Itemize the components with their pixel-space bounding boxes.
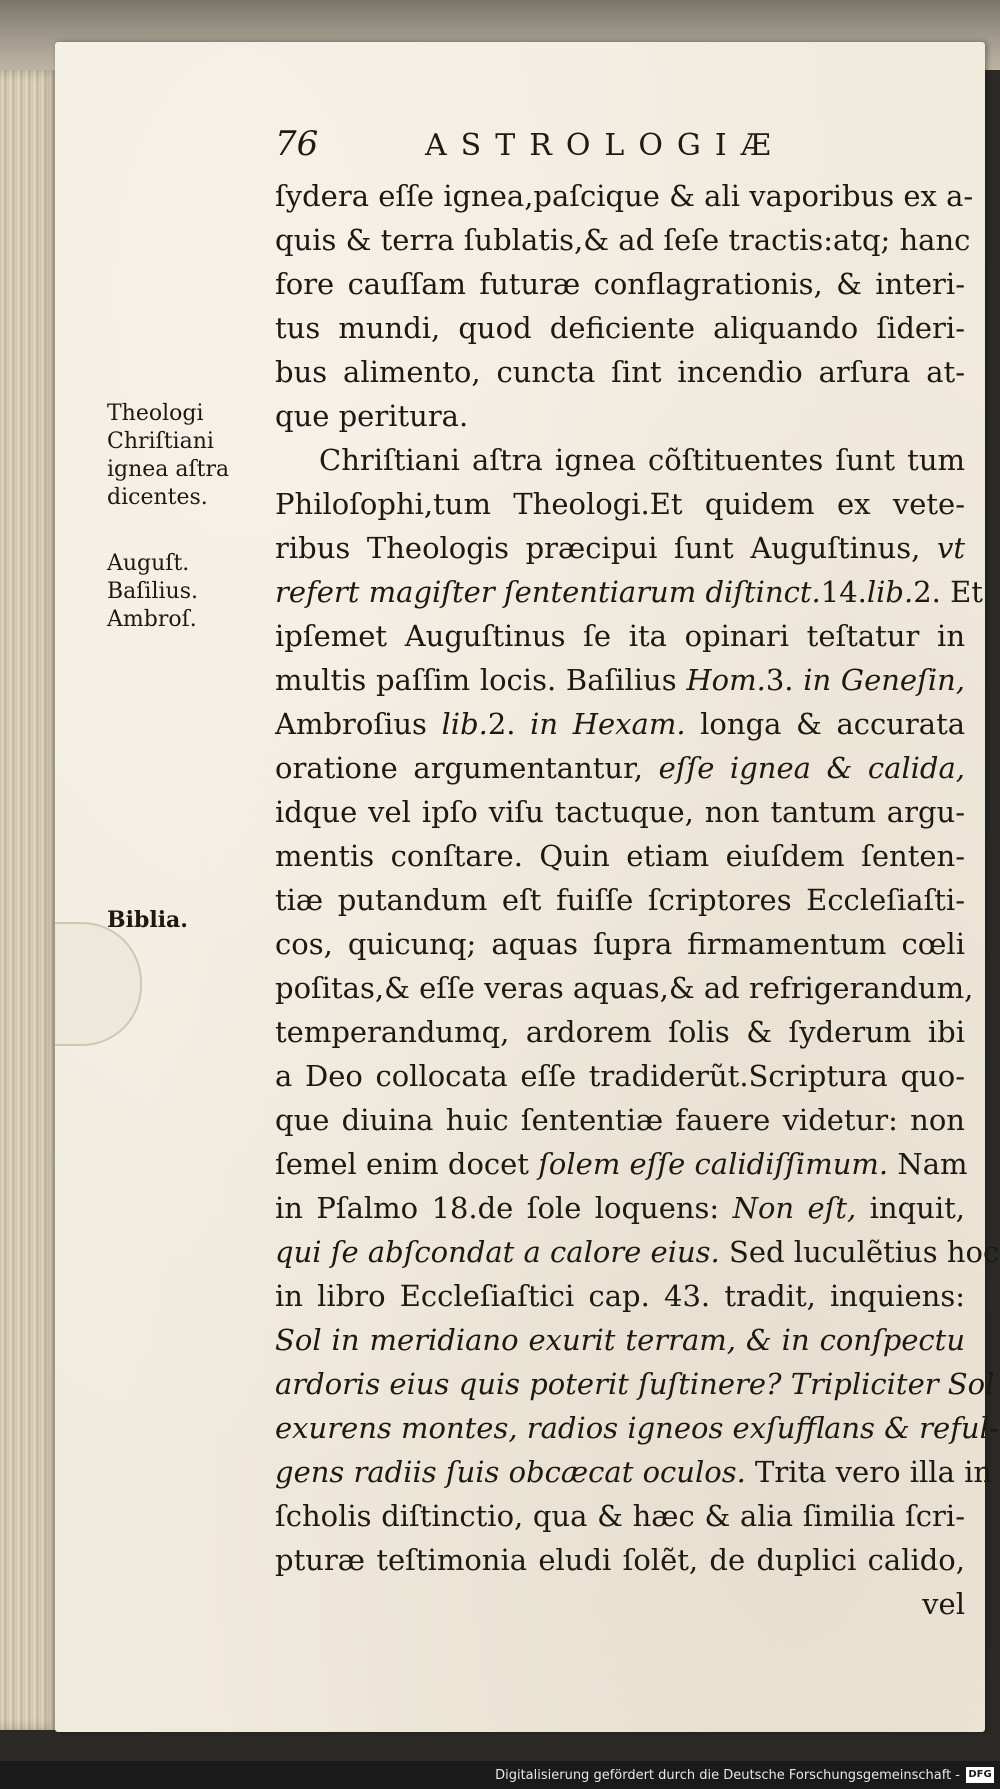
text-line: [275, 1494, 965, 1538]
page-number: 76: [275, 124, 319, 164]
italic-text-span: ardoris eius quis poterit ſuſtinere? Tripliciter Sol: [275, 1367, 995, 1401]
text-span: ipſemet Auguſtinus ſe ita opinari teſtatur in: [275, 619, 965, 653]
dfg-logo: DFG: [966, 1767, 994, 1783]
text-span: Chriſtiani aſtra ignea cõſtituentes ſunt tum: [319, 443, 965, 477]
text-span: 14.: [820, 575, 867, 609]
footer-credit: Digitalisierung gefördert durch die Deutsche Forschungsgemeinschaft -: [495, 1768, 960, 1783]
text-line: [275, 262, 965, 306]
italic-text-span: in Hexam.: [530, 707, 686, 741]
text-span: a Deo collocata eſſe tradiderũt.Scriptura quo-: [275, 1059, 965, 1093]
text-line: [275, 878, 965, 922]
text-span: quis & terra ſublatis,& ad ſeſe tractis:atq; hanc: [275, 223, 971, 257]
text-span: temperandumq, ardorem ſolis & ſyderum ibi: [275, 1015, 965, 1049]
italic-text-span: in Geneſin,: [803, 663, 965, 697]
text-span: Nam: [888, 1147, 968, 1181]
text-span: mentis conſtare. Quin etiam eiuſdem ſenten-: [275, 839, 965, 873]
text-span: idque vel ipſo viſu tactuque, non tantum argu-: [275, 795, 965, 829]
text-line: [275, 834, 965, 878]
text-span: bus alimento, cuncta ſint incendio arſura at-: [275, 355, 965, 389]
text-line: [275, 658, 965, 702]
italic-text-span: eſſe ignea & calida,: [658, 751, 965, 785]
text-line: [275, 174, 974, 218]
text-line: [275, 1098, 965, 1142]
text-span: ſemel enim docet: [275, 1147, 539, 1181]
text-line: [275, 526, 965, 570]
text-span: que peritura.: [275, 399, 469, 433]
marginal-note-authors: Auguſt. Baſilius. Ambroſ.: [107, 551, 198, 632]
text-span: oratione argumentantur,: [275, 751, 659, 785]
text-span: inquit,: [856, 1191, 965, 1225]
text-line: [275, 746, 965, 790]
text-line: [275, 790, 965, 834]
text-span: in libro Eccleſiaſtici cap. 43. tradit, inquiens:: [275, 1279, 965, 1313]
text-span: Trita vero illa in: [745, 1455, 993, 1489]
text-span: Philoſophi,tum Theologi.Et quidem ex vete-: [275, 487, 965, 521]
text-line: [275, 438, 965, 482]
text-span: pturæ teſtimonia eludi ſolẽt, de duplici calido,: [275, 1543, 965, 1577]
text-line: [275, 702, 965, 746]
italic-text-span: refert magiſter ſententiarum diſtinct.: [275, 575, 821, 609]
italic-text-span: exurens montes, radios igneos exſufflans & reful-: [275, 1411, 999, 1445]
book-page-edges: [0, 70, 60, 1730]
text-line: [275, 482, 965, 526]
text-span: Sed luculẽtius hoc: [719, 1235, 1000, 1269]
text-span: 3.: [765, 663, 804, 697]
text-span: Ambroſius: [275, 707, 442, 741]
text-line: [275, 350, 965, 394]
text-line: [275, 1230, 1000, 1274]
marginal-note-theologi: Theologi Chriſtiani ignea aſtra dicentes.: [107, 401, 230, 510]
text-span: in Pſalmo 18.de ſole loquens:: [275, 1191, 733, 1225]
text-line: [275, 1538, 965, 1582]
text-line: [275, 1318, 965, 1362]
italic-text-span: qui ſe abſcondat a calore eius.: [275, 1235, 720, 1269]
text-line: [275, 922, 965, 966]
text-line: [275, 1186, 965, 1230]
thumb-index-tab: [55, 922, 142, 1046]
running-head: [275, 122, 855, 172]
italic-text-span: Non eſt,: [732, 1191, 857, 1225]
text-line: [275, 1054, 965, 1098]
text-line: [275, 1450, 993, 1494]
text-line: [275, 394, 965, 438]
text-line: [275, 570, 983, 614]
text-span: ſcholis diſtinctio, qua & hæc & alia ſimilia ſcri-: [275, 1499, 965, 1533]
digitization-footer: [0, 1761, 1000, 1789]
text-line: [275, 1362, 995, 1406]
text-span: ribus Theologis præcipui ſunt Auguſtinus,: [275, 531, 937, 565]
text-line: [275, 1142, 968, 1186]
text-line: [275, 614, 965, 658]
text-span: multis paſſim locis. Baſilius: [275, 663, 687, 697]
text-span: fore cauſſam futuræ conflagrationis, & interi-: [275, 267, 965, 301]
text-line: [275, 1406, 999, 1450]
text-span: 2.: [487, 707, 531, 741]
text-span: ſydera eſſe ignea,paſcique & ali vaporibus ex a-: [275, 179, 974, 213]
italic-text-span: gens radiis ſuis obcæcat oculos.: [275, 1455, 746, 1489]
main-text-block: [275, 174, 1000, 1626]
text-line: [275, 1582, 965, 1626]
marginal-note-biblia: Biblia.: [107, 907, 188, 933]
text-line: [275, 966, 974, 1010]
text-line: [275, 218, 971, 262]
italic-text-span: ſolem eſſe calidiſſimum.: [538, 1147, 889, 1181]
text-span: tus mundi, quod deficiente aliquando ſideri-: [275, 311, 965, 345]
text-line: [275, 306, 965, 350]
italic-text-span: lib.: [441, 707, 488, 741]
italic-text-span: Sol in meridiano exurit terram, & in conſpectu: [275, 1323, 965, 1357]
italic-text-span: vt: [936, 531, 965, 565]
text-line: [275, 1010, 965, 1054]
text-span: poſitas,& eſſe veras aquas,& ad refrigerandum,: [275, 971, 974, 1005]
text-span: vel: [922, 1587, 965, 1621]
text-line: [275, 1274, 965, 1318]
text-span: cos, quicunq; aquas ſupra firmamentum cœli: [275, 927, 965, 961]
running-title: ASTROLOGIÆ: [425, 128, 785, 163]
text-span: longa & accurata: [685, 707, 966, 741]
italic-text-span: lib.: [866, 575, 914, 609]
text-span: que diuina huic ſententiæ fauere videtur: non: [275, 1103, 965, 1137]
italic-text-span: Hom.: [686, 663, 766, 697]
text-span: tiæ putandum eſt fuiſſe ſcriptores Eccleſiaſti-: [275, 883, 965, 917]
text-span: 2. Et: [913, 575, 983, 609]
